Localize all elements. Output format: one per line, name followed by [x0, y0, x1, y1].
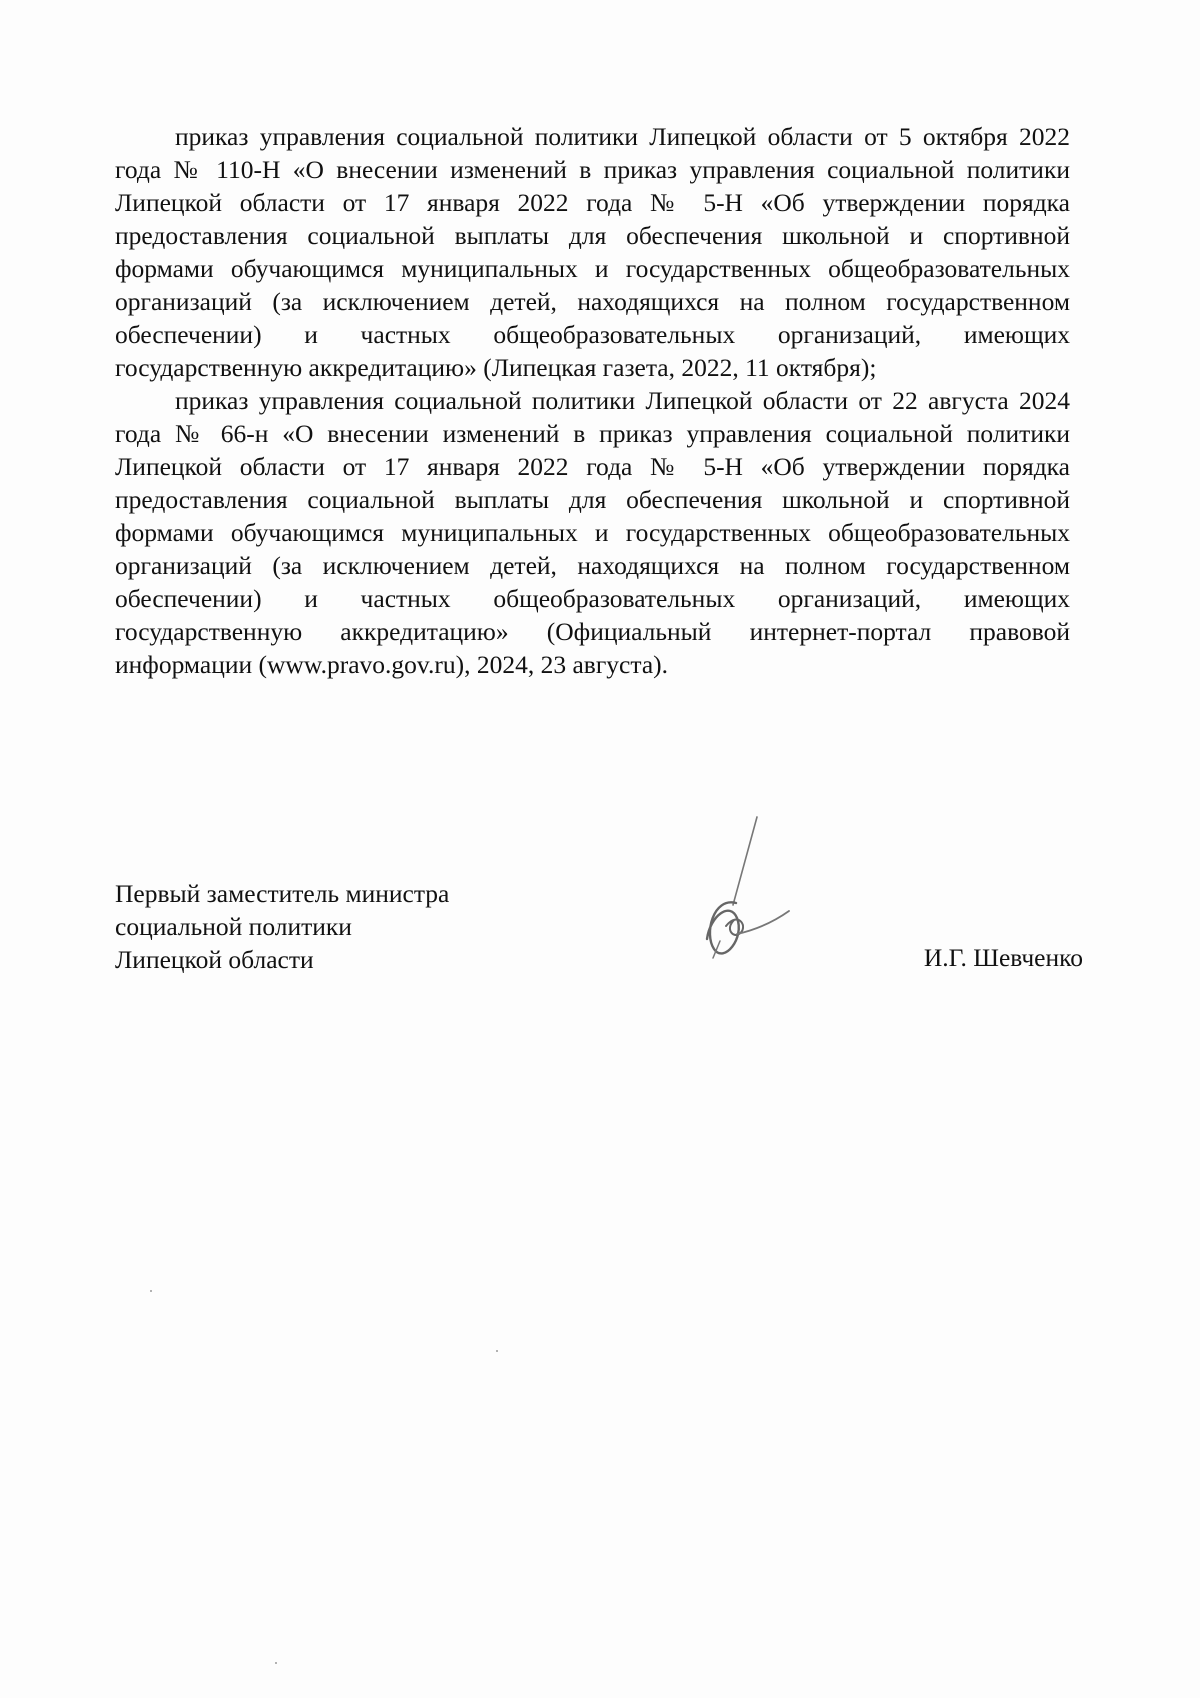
document-paragraph: приказ управления социальной политики Липецкой области от 5 октября 2022 года № 110-Н «О внесении изменений в приказ управления социальной политики Липецкой области от 17 января 2022 года № 5-Н «Об утверждении порядка предоставления социальной выплаты для обеспечения школьной и спортивной формами обучающимся муниципальных и государственных общеобразовательных организаций (за исключением детей, находящихся на полном государственном обеспечении) и частных общеобразовательных организаций, имеющих государственную аккредитацию» (Липецкая газета, 2022, 11 октября); [115, 122, 1070, 382]
signer-position-line: Первый заместитель министра [115, 879, 450, 908]
signer-position-line: социальной политики [115, 912, 352, 941]
signer-position-line: Липецкой области [115, 945, 314, 974]
scan-speck-icon [150, 1290, 152, 1292]
scan-speck-icon [496, 1350, 498, 1352]
signature-block [115, 877, 1083, 987]
scan-speck-icon [275, 1662, 277, 1664]
document-paragraph: приказ управления социальной политики Липецкой области от 22 августа 2024 года № 66-н «О внесении изменений в приказ управления социальной политики Липецкой области от 17 января 2022 года № 5-Н «Об утверждении порядка предоставления социальной выплаты для обеспечения школьной и спортивной формами обучающимся муниципальных и государственных общеобразовательных организаций (за исключением детей, находящихся на полном государственном обеспечении) и частных общеобразовательных организаций, имеющих государственную аккредитацию» (Официальный интернет-портал правовой информации (www.pravo.gov.ru), 2024, 23 августа). [115, 386, 1070, 679]
signer-name: И.Г. Шевченко [923, 943, 1083, 972]
handwritten-signature-icon [690, 815, 800, 965]
document-body [115, 120, 1070, 681]
signer-position [115, 877, 575, 976]
